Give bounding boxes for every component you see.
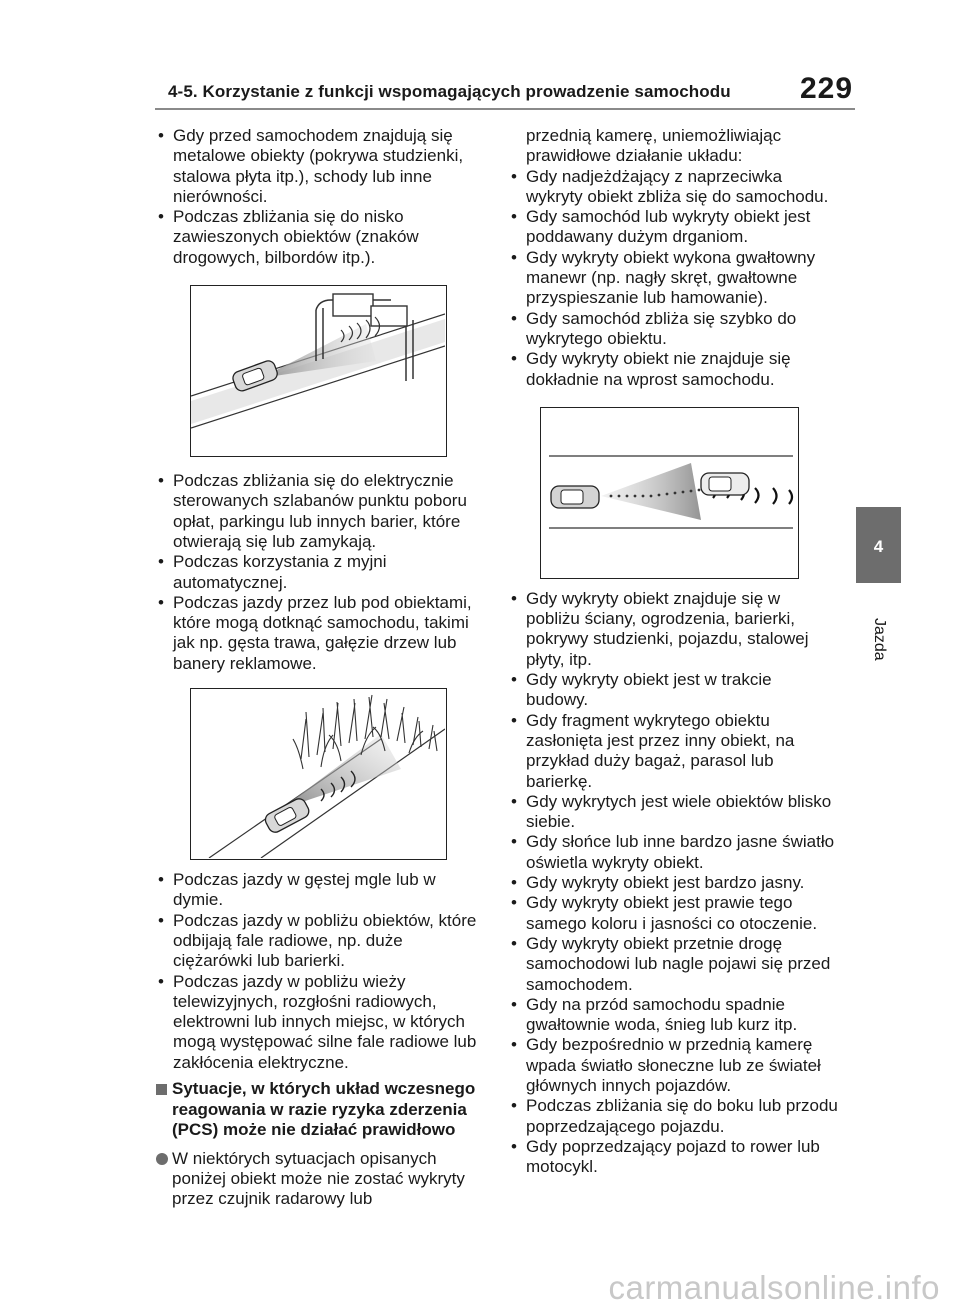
figure-overhead-signs — [190, 285, 447, 457]
overhead-sign-illustration — [191, 286, 445, 455]
list-item: • Gdy nadjeżdżający z naprzeciwka wykryty obiekt zbliża się do samochodu. — [508, 167, 838, 208]
car-icon — [263, 796, 311, 834]
list-environment — [508, 589, 838, 1178]
list-item: • Podczas zbliżania się do nisko zawieszonych obiektów (znaków drogowych, bilbordów itp.). — [155, 207, 485, 268]
note-paragraph: W niektórych sytuacjach opisanych poniżej obiekt może nie zostać wykryty przez czujnik radarowy lub — [155, 1149, 485, 1210]
list-item: • Gdy na przód samochodu spadnie gwałtownie woda, śnieg lub kurz itp. — [508, 995, 838, 1036]
header-rule — [155, 108, 855, 110]
chapter-tab: 4 — [856, 507, 901, 583]
list-item: • Gdy wykryty obiekt wykona gwałtowny manewr (np. nagły skręt, gwałtowne przyspieszanie lub hamowanie). — [508, 248, 838, 309]
list-item: • Gdy przed samochodem znajdują się metalowe obiekty (pokrywa studzienki, stalowa płyta itp.), schody lub inne nierówności. — [155, 126, 485, 207]
figure-offset-vehicle — [540, 407, 799, 579]
list-item: • Gdy wykryty obiekt nie znajduje się dokładnie na wprost samochodu. — [508, 349, 838, 390]
list-item: • Gdy poprzedzający pojazd to rower lub motocykl. — [508, 1137, 838, 1178]
chapter-label: Jazda — [871, 618, 888, 661]
list-item: • Gdy słońce lub inne bardzo jasne światło oświetla wykryty obiekt. — [508, 832, 838, 873]
list-item: • Podczas zbliżania się do elektrycznie sterowanych szlabanów punktu poboru opłat, parkingu lub innych barier, które otwierają się lub zamykają. — [155, 471, 485, 552]
list-item: • Gdy fragment wykrytego obiektu zasłonięta jest przez inny obiekt, na przykład duży bagaż, parasol lub barierkę. — [508, 711, 838, 792]
list-item: • Podczas jazdy w gęstej mgle lub w dymie. — [155, 870, 485, 911]
list-item: • Gdy wykryty obiekt przetnie drogę samochodowi lub nagle pojawi się przed samochodem. — [508, 934, 838, 995]
car-icon — [701, 473, 749, 495]
list-object-behaviour — [508, 167, 838, 390]
section-heading: Sytuacje, w których układ wczesnego reagowania w razie ryzyka zderzenia (PCS) może nie działać prawidłowo — [155, 1079, 485, 1141]
list-item: • Podczas korzystania z myjni automatycznej. — [155, 552, 485, 593]
square-bullet-icon — [156, 1084, 167, 1095]
section-title: 4-5. Korzystanie z funkcji wspomagających prowadzenie samochodu — [168, 82, 731, 101]
figure-vegetation — [190, 688, 447, 860]
circle-bullet-icon — [156, 1153, 168, 1165]
list-item: • Gdy bezpośrednio w przednią kamerę wpada światło słoneczne lub ze świateł głównych innych pojazdów. — [508, 1035, 838, 1096]
watermark: carmanualsonline.info — [608, 1269, 940, 1306]
list-item: • Gdy wykryty obiekt jest prawie tego samego koloru i jasności co otoczenie. — [508, 893, 838, 934]
list-low-objects — [155, 126, 485, 268]
list-item: • Podczas zbliżania się do boku lub przodu poprzedzającego pojazdu. — [508, 1096, 838, 1137]
vegetation-illustration — [191, 689, 445, 858]
list-item: • Podczas jazdy w pobliżu wieży telewizyjnych, rozgłośni radiowych, elektrowni lub innych miejsc, w których mogą występować silne fale radiowe lub zakłócenia elektryczne. — [155, 972, 485, 1073]
right-column — [508, 126, 838, 1177]
list-item: • Gdy samochód zbliża się szybko do wykrytego obiektu. — [508, 309, 838, 350]
car-icon — [551, 486, 599, 508]
list-item: • Podczas jazdy przez lub pod obiektami, które mogą dotknąć samochodu, takimi jak np. gęsta trawa, gałęzie drzew lub banery reklamowe. — [155, 593, 485, 674]
list-item: • Gdy wykryty obiekt znajduje się w pobliżu ściany, ogrodzenia, barierki, pokrywy studzienki, pojazdu, stalowej płyty, itp. — [508, 589, 838, 670]
list-item: • Gdy wykrytych jest wiele obiektów blisko siebie. — [508, 792, 838, 833]
list-barriers — [155, 471, 485, 674]
offset-vehicle-illustration — [541, 408, 797, 577]
page-number: 229 — [800, 72, 854, 105]
list-item: • Podczas jazdy w pobliżu obiektów, które odbijają fale radiowe, np. duże ciężarówki lub barierki. — [155, 911, 485, 972]
continuation-text: przednią kamerę, uniemożliwiając prawidłowe działanie układu: — [526, 126, 782, 166]
list-item: • Gdy wykryty obiekt jest w trakcie budowy. — [508, 670, 838, 711]
list-interference — [155, 870, 485, 1073]
left-column — [155, 126, 485, 1209]
list-item: • Gdy wykryty obiekt jest bardzo jasny. — [508, 873, 838, 893]
list-item: • Gdy samochód lub wykryty obiekt jest poddawany dużym drganiom. — [508, 207, 838, 248]
